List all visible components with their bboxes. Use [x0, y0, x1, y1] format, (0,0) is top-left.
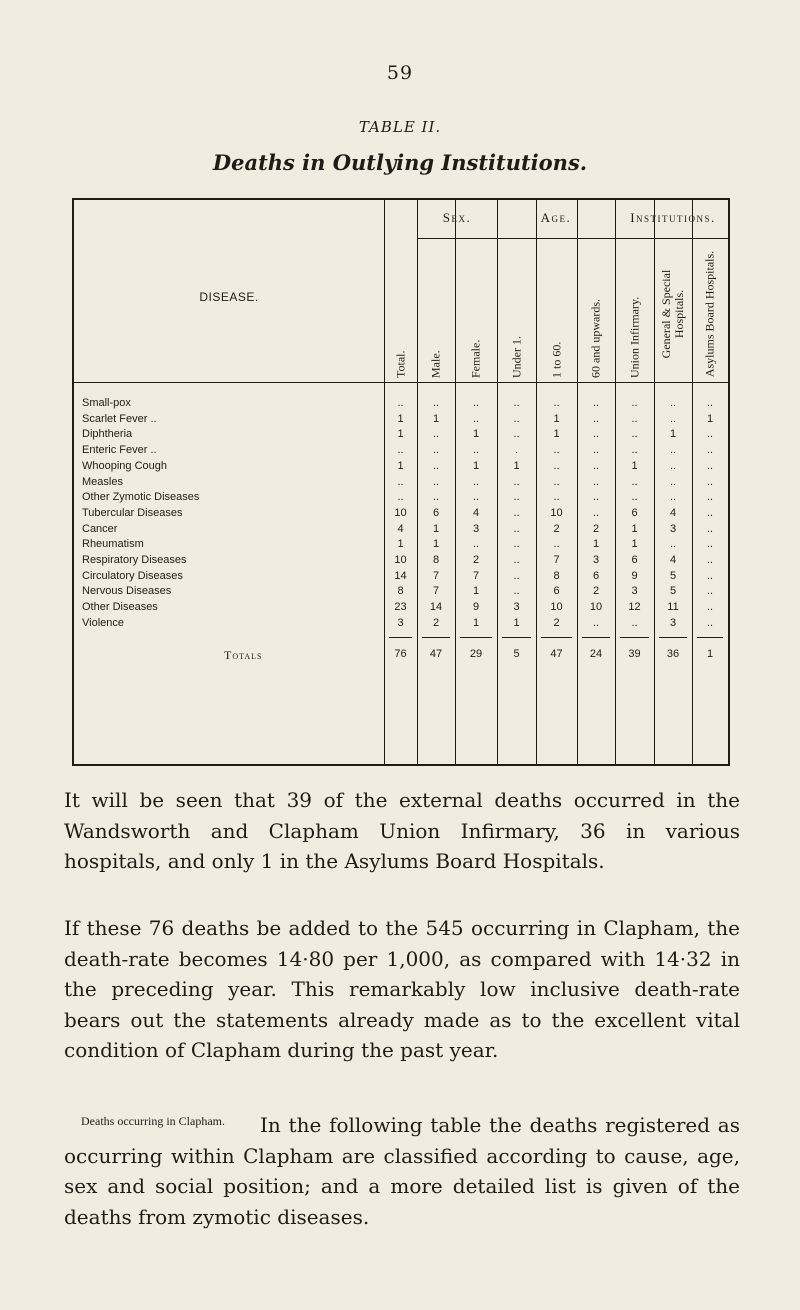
row-cell: 3 — [669, 616, 677, 629]
row-cell: .. — [669, 412, 677, 425]
row-cell: 1 — [513, 616, 520, 629]
row-cell: .. — [706, 428, 714, 441]
row-disease-name: Whooping Cough — [82, 459, 168, 472]
row-cell: .. — [631, 491, 638, 504]
table-row — [74, 554, 728, 570]
row-cell: .. — [472, 397, 480, 409]
row-cell: .. — [706, 601, 714, 614]
row-cell: 4 — [669, 506, 677, 519]
table-row — [74, 491, 728, 507]
row-cell: .. — [513, 538, 520, 551]
row-cell: .. — [592, 444, 600, 457]
row-cell: .. — [706, 444, 714, 457]
row-cell: .. — [513, 554, 520, 566]
row-cell: 1 — [631, 538, 638, 551]
row-cell: .. — [592, 616, 600, 629]
row-disease-name: Rheumatism — [82, 538, 144, 551]
row-cell: .. — [706, 554, 714, 566]
row-disease-name: Enteric Fever .. — [82, 444, 157, 457]
row-cell: 5 — [669, 585, 677, 598]
row-cell: 1 — [631, 522, 638, 535]
table-row — [74, 413, 728, 429]
row-cell: .. — [513, 428, 520, 441]
row-cell: .. — [472, 475, 480, 488]
row-cell: 3 — [669, 522, 677, 535]
row-cell: .. — [513, 412, 520, 425]
row-cell: 1 — [592, 538, 600, 551]
age-group-header: Age. — [540, 210, 572, 225]
table-row — [74, 460, 728, 476]
row-cell: 2 — [592, 585, 600, 598]
row-cell: 10 — [394, 506, 407, 519]
row-cell: .. — [553, 475, 560, 488]
disease-header: DISEASE. — [199, 290, 259, 304]
row-cell: 6 — [631, 554, 638, 566]
row-cell: .. — [553, 444, 560, 457]
row-cell: .. — [397, 491, 404, 504]
row-cell: 1 — [472, 459, 480, 472]
totals-label: Totals — [224, 647, 263, 662]
paragraph-death-rate: If these 76 deaths be added to the 545 occurring in Clapham, the death-rate becomes 14·80 per 1,000, as compared with 14·32 in the preceding year. This remarkably low inclusive death-rate bears out the statements already made as to the excellent vital condition of Clapham during the past year. — [64, 916, 740, 1062]
row-disease-name: Circulatory Diseases — [82, 569, 183, 582]
row-cell: 9 — [472, 601, 480, 614]
table-row — [74, 585, 728, 601]
sex-group-header: Sex. — [442, 210, 472, 225]
row-cell: 6 — [592, 569, 600, 582]
row-cell: 7 — [432, 569, 440, 582]
row-cell: 1 — [669, 428, 677, 441]
row-cell: 1 — [432, 412, 440, 425]
row-cell: 10 — [589, 601, 603, 614]
row-cell: 1 — [631, 459, 638, 472]
table-row — [74, 538, 728, 554]
row-cell: .. — [432, 475, 440, 488]
totals-row — [74, 648, 728, 664]
row-cell: .. — [631, 412, 638, 425]
row-cell: 9 — [631, 569, 638, 582]
row-cell: .. — [706, 506, 714, 519]
row-cell: 4 — [472, 506, 480, 519]
row-cell: 10 — [550, 506, 563, 519]
row-cell: 1 — [706, 412, 714, 425]
table-label: TABLE II. — [358, 118, 442, 136]
col-header-60-upwards: 60 and upwards. — [588, 299, 603, 378]
row-cell: .. — [631, 616, 638, 629]
row-cell: .. — [592, 412, 600, 425]
row-cell: .. — [472, 538, 480, 551]
table-row — [74, 601, 728, 617]
row-cell: .. — [513, 585, 520, 598]
totals-cell: 47 — [550, 647, 563, 660]
col-header-general-special-hospitals: General & Special Hospitals. — [659, 269, 686, 359]
row-cell: .. — [553, 538, 560, 551]
row-cell: 23 — [394, 601, 407, 614]
row-cell: .. — [432, 444, 440, 457]
row-cell: .. — [472, 444, 480, 457]
row-cell: 11 — [667, 601, 679, 614]
row-cell: .. — [432, 491, 440, 504]
row-cell: 3 — [592, 554, 600, 566]
row-cell: .. — [397, 444, 404, 457]
row-cell: .. — [592, 491, 600, 504]
row-cell: .. — [706, 569, 714, 582]
row-cell: 3 — [472, 522, 480, 535]
row-cell: .. — [553, 491, 560, 504]
col-header-total: Total. — [393, 350, 407, 378]
row-cell: 5 — [669, 569, 677, 582]
row-disease-name: Diphtheria — [82, 428, 133, 441]
col-header-union-infirmary: Union Infirmary. — [627, 296, 641, 378]
row-cell: 1 — [397, 459, 404, 472]
row-cell: .. — [706, 459, 714, 472]
col-header-female: Female. — [468, 339, 483, 378]
row-disease-name: Nervous Diseases — [82, 585, 172, 598]
col-header-male: Male. — [428, 350, 443, 378]
row-cell: 14 — [394, 569, 407, 582]
col-header-under-1: Under 1. — [509, 336, 523, 378]
row-cell: .. — [397, 475, 404, 488]
deaths-table — [72, 198, 730, 766]
row-cell: .. — [553, 459, 560, 472]
row-cell: . — [514, 444, 519, 457]
row-cell: .. — [706, 522, 714, 535]
row-cell: .. — [432, 397, 440, 409]
row-disease-name: Scarlet Fever .. — [82, 412, 157, 425]
row-cell: 8 — [553, 569, 560, 582]
row-cell: .. — [513, 475, 520, 488]
row-cell: 1 — [397, 538, 404, 551]
row-cell: .. — [513, 491, 520, 504]
row-cell: 8 — [397, 585, 404, 598]
row-disease-name: Other Zymotic Diseases — [82, 491, 200, 504]
table-row — [74, 507, 728, 523]
row-cell: 7 — [553, 554, 560, 566]
table-row — [74, 444, 728, 460]
row-cell: .. — [553, 397, 560, 409]
row-cell: 2 — [592, 522, 600, 535]
row-disease-name: Cancer — [82, 522, 118, 535]
table-row — [74, 476, 728, 492]
row-cell: .. — [631, 475, 638, 488]
row-cell: 6 — [631, 506, 638, 519]
row-cell: .. — [592, 397, 600, 409]
table-row — [74, 617, 728, 633]
row-cell: 1 — [513, 459, 520, 472]
row-cell: 1 — [472, 585, 480, 598]
row-cell: .. — [706, 538, 714, 551]
row-cell: 2 — [472, 554, 480, 566]
row-cell: .. — [472, 491, 480, 504]
row-cell: .. — [592, 506, 600, 519]
row-cell: .. — [669, 538, 677, 551]
table-row — [74, 397, 728, 413]
row-cell: 1 — [553, 412, 560, 425]
row-cell: 2 — [553, 522, 560, 535]
row-cell: 3 — [397, 616, 404, 629]
row-cell: 1 — [432, 522, 440, 535]
row-cell: .. — [669, 397, 677, 409]
row-cell: .. — [432, 459, 440, 472]
row-cell: 8 — [432, 554, 440, 566]
table-title: Deaths in Outlying Institutions. — [212, 150, 588, 175]
row-cell: .. — [631, 444, 638, 457]
row-disease-name: Respiratory Diseases — [82, 554, 187, 566]
row-cell: 2 — [553, 616, 560, 629]
row-cell: 10 — [394, 554, 407, 566]
totals-cell: 76 — [394, 647, 407, 660]
totals-cell: 39 — [628, 647, 641, 660]
row-cell: .. — [513, 569, 520, 582]
row-disease-name: Other Diseases — [82, 601, 158, 614]
row-cell: 7 — [432, 585, 440, 598]
row-disease-name: Small-pox — [82, 397, 131, 409]
col-header-1-to-60: 1 to 60. — [549, 341, 563, 378]
row-cell: .. — [706, 616, 714, 629]
row-cell: 2 — [432, 616, 440, 629]
row-cell: .. — [432, 428, 440, 441]
row-cell: .. — [397, 397, 404, 409]
row-cell: 1 — [472, 616, 480, 629]
paragraph-following-table: In the following table the deaths registered as occurring within Clapham are classified according to cause, age, sex and social position; and a more detailed list is given of the deaths from zymotic diseases. — [64, 1113, 740, 1229]
row-cell: 1 — [397, 412, 404, 425]
table-row — [74, 570, 728, 586]
institutions-group-header: Institutions. — [630, 210, 716, 225]
table-row — [74, 428, 728, 444]
totals-cell: 1 — [706, 647, 714, 660]
table-row — [74, 523, 728, 539]
totals-cell: 24 — [589, 647, 603, 660]
col-header-asylums-board-hospitals: Asylums Board Hospitals. — [702, 250, 717, 378]
row-cell: .. — [706, 475, 714, 488]
row-cell: 12 — [628, 601, 641, 614]
side-note: Deaths occurring in Clapham. — [81, 1114, 225, 1128]
row-cell: .. — [472, 412, 480, 425]
row-disease-name: Measles — [82, 475, 123, 488]
row-cell: .. — [592, 475, 600, 488]
row-cell: .. — [513, 522, 520, 535]
row-disease-name: Violence — [82, 616, 124, 629]
row-cell: 6 — [553, 585, 560, 598]
page-number: 59 — [386, 62, 414, 84]
totals-cell: 29 — [469, 647, 483, 660]
row-cell: .. — [669, 459, 677, 472]
row-cell: .. — [669, 444, 677, 457]
row-cell: 1 — [397, 428, 404, 441]
row-cell: .. — [706, 491, 714, 504]
row-cell: 4 — [669, 554, 677, 566]
row-cell: .. — [669, 475, 677, 488]
paragraph-external-deaths: It will be seen that 39 of the external deaths occurred in the Wandsworth and Clapham Union Infirmary, 36 in various hospitals, and only 1 in the Asylums Board Hospitals. — [64, 788, 740, 873]
row-cell: .. — [631, 397, 638, 409]
row-cell: .. — [706, 585, 714, 598]
row-cell: .. — [592, 428, 600, 441]
totals-cell: 5 — [513, 647, 520, 660]
totals-cell: 36 — [666, 647, 680, 660]
row-cell: 10 — [550, 601, 563, 614]
row-cell: 1 — [553, 428, 560, 441]
row-cell: .. — [513, 506, 520, 519]
row-cell: .. — [592, 459, 600, 472]
row-cell: 7 — [472, 569, 480, 582]
row-cell: 1 — [432, 538, 440, 551]
totals-cell: 47 — [429, 647, 443, 660]
row-cell: 1 — [472, 428, 480, 441]
row-disease-name: Tubercular Diseases — [82, 506, 183, 519]
row-cell: 14 — [429, 601, 443, 614]
row-cell: 3 — [513, 601, 520, 614]
row-cell: .. — [669, 491, 677, 504]
row-cell: .. — [513, 397, 520, 409]
row-cell: 6 — [432, 506, 440, 519]
row-cell: .. — [706, 397, 714, 409]
row-cell: 3 — [631, 585, 638, 598]
row-cell: .. — [631, 428, 638, 441]
row-cell: 4 — [397, 522, 404, 535]
